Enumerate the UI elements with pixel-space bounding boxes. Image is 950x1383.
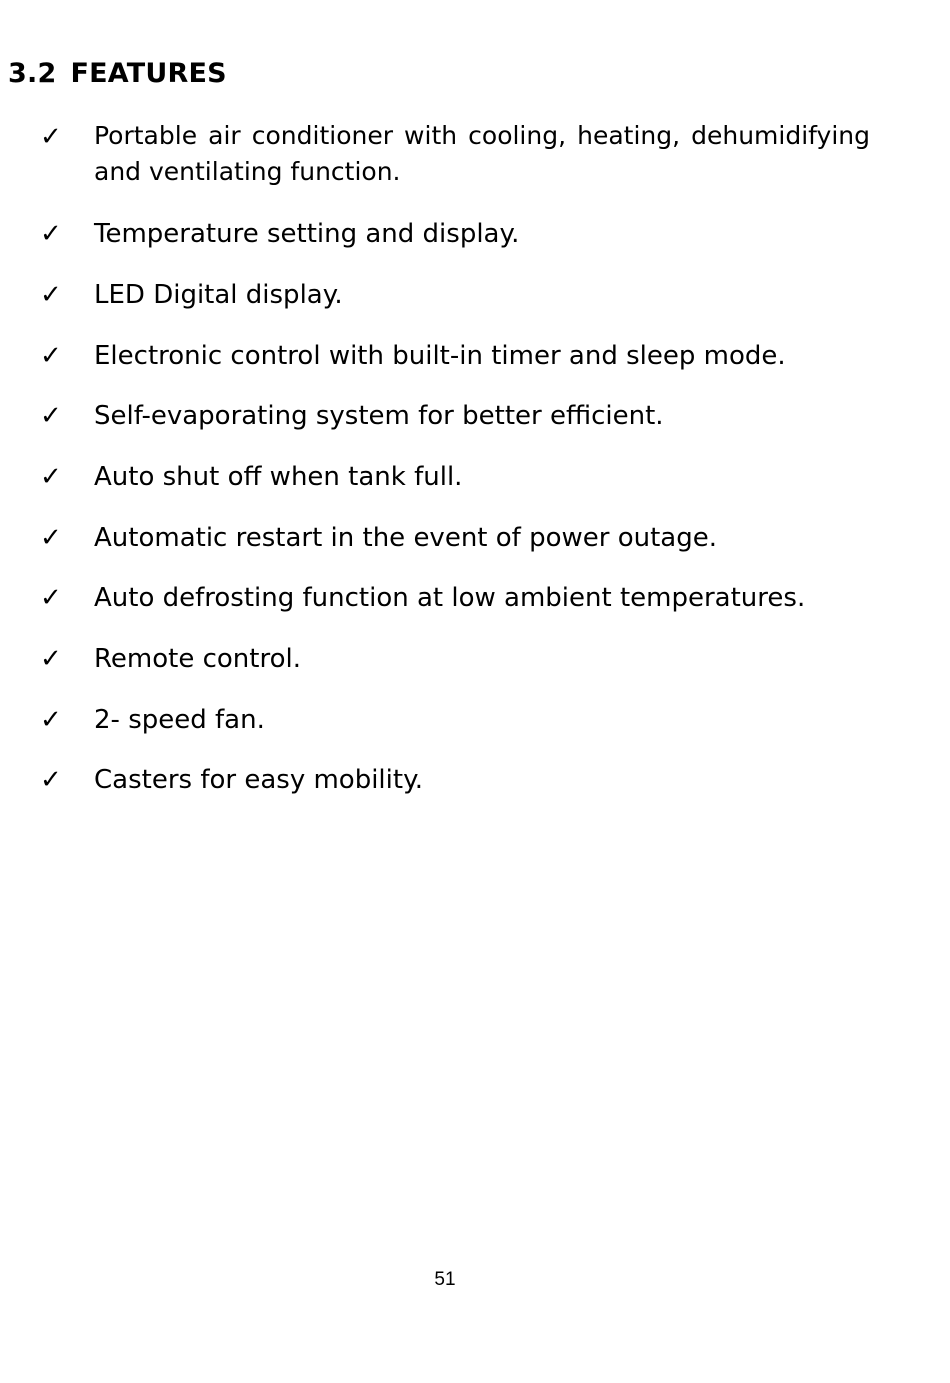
check-icon: ✓ [40, 583, 62, 613]
check-icon: ✓ [40, 219, 62, 249]
check-icon: ✓ [40, 523, 62, 553]
feature-text: Auto shut off when tank full. [94, 462, 463, 492]
check-icon: ✓ [40, 280, 62, 310]
feature-text: Portable air conditioner with cooling, heating, dehumidifying and ventilating function. [94, 121, 870, 186]
feature-text: Automatic restart in the event of power outage. [94, 523, 717, 553]
check-icon: ✓ [40, 122, 62, 152]
section-number: 3.2 [8, 58, 57, 89]
check-icon: ✓ [40, 341, 62, 371]
page-number: 51 [434, 1269, 456, 1290]
check-icon: ✓ [40, 644, 62, 674]
feature-text: Electronic control with built-in timer and sleep mode. [94, 341, 786, 371]
check-icon: ✓ [40, 705, 62, 735]
check-icon: ✓ [40, 401, 62, 431]
feature-text: 2- speed fan. [94, 705, 265, 735]
feature-text: Remote control. [94, 644, 301, 674]
section-title: FEATURES [70, 58, 227, 89]
feature-text: Temperature setting and display. [94, 219, 520, 249]
feature-text: Self-evaporating system for better efficient. [94, 401, 664, 431]
feature-text: LED Digital display. [94, 280, 343, 310]
check-icon: ✓ [40, 462, 62, 492]
feature-text: Casters for easy mobility. [94, 765, 424, 795]
feature-text: Auto defrosting function at low ambient temperatures. [94, 583, 806, 613]
section-heading [8, 56, 227, 92]
check-icon: ✓ [40, 765, 62, 795]
